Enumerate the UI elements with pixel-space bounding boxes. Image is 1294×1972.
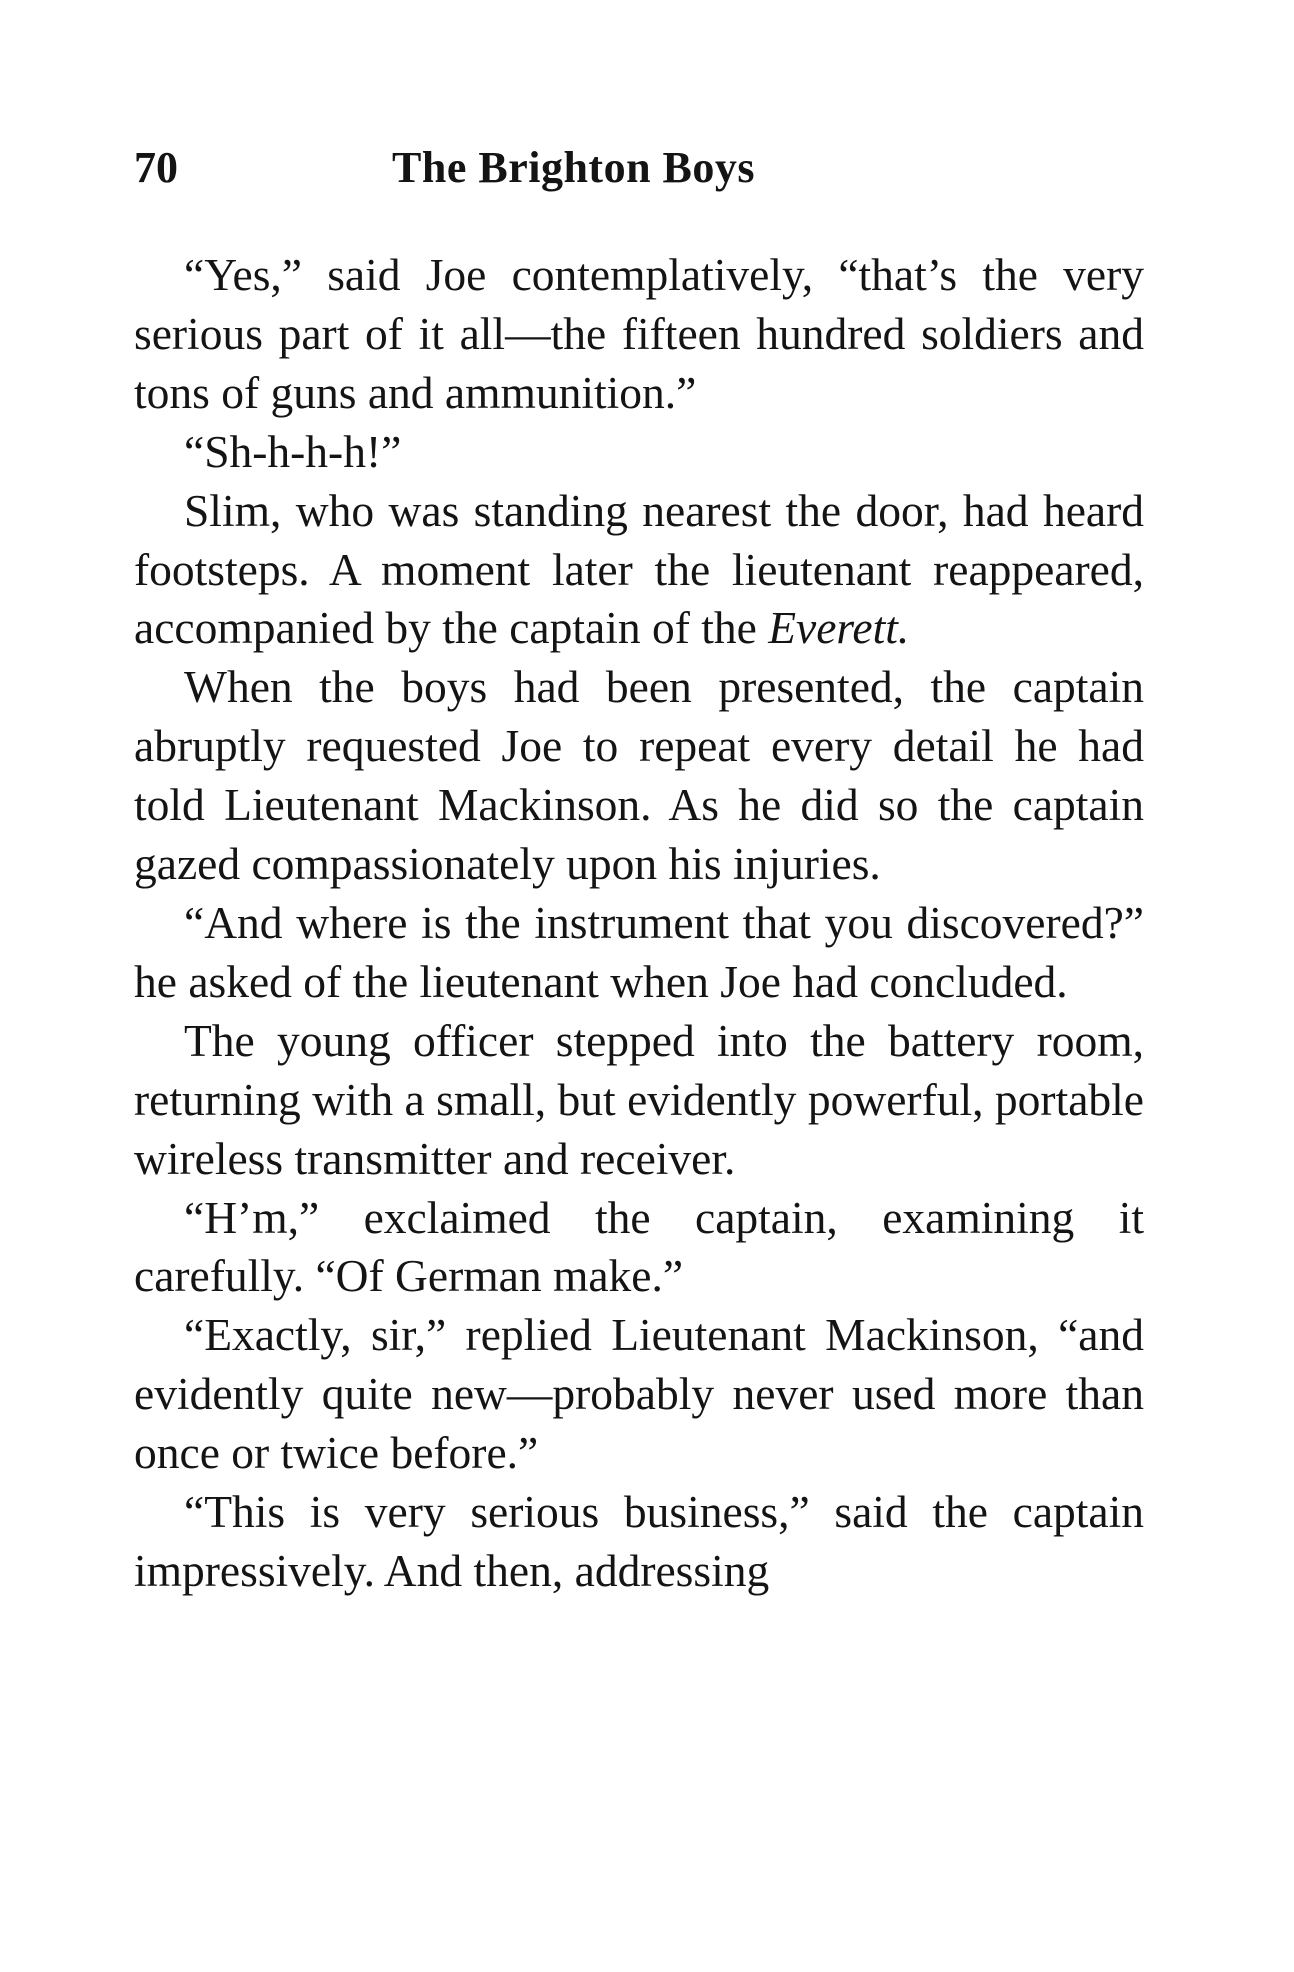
paragraph: “And where is the instrument that you discovered?” he asked of the lieutenant when Joe had concluded. [134, 896, 1144, 1007]
paragraph: “Sh-h-h-h!” [184, 425, 402, 477]
paragraph-text: Slim, who was standing nearest the door, had heard footsteps. A moment later the lieutenant reappeared, accompanied by the captain of the [134, 484, 1144, 654]
paragraph: “Yes,” said Joe contemplatively, “that’s the very serious part of it all—the fifteen hundred soldiers and tons of guns and ammunition.” [134, 249, 1144, 418]
ship-name: Everett. [768, 602, 910, 654]
paragraph: “Exactly, sir,” replied Lieutenant Mackinson, “and evidently quite new—probably never used more than once or twice before.” [134, 1309, 1144, 1479]
paragraph: When the boys had been presented, the captain abruptly requested Joe to repeat every detail he had told Lieutenant Mackinson. As he did so the captain gazed compassionately upon his injuries. [134, 661, 1144, 890]
paragraph: “This is very serious business,” said the captain impressively. And then, addressing [134, 1486, 1144, 1596]
running-title: The Brighton Boys [392, 143, 756, 192]
paragraph [134, 482, 1144, 659]
paragraph: “H’m,” exclaimed the captain, examining it carefully. “Of German make.” [134, 1191, 1144, 1302]
paragraph: The young officer stepped into the battery room, returning with a small, but evidently powerful, portable wireless transmitter and receiver. [134, 1014, 1144, 1184]
page-number: 70 [134, 143, 178, 192]
page-header [134, 138, 1144, 198]
body-text [134, 246, 1144, 1601]
